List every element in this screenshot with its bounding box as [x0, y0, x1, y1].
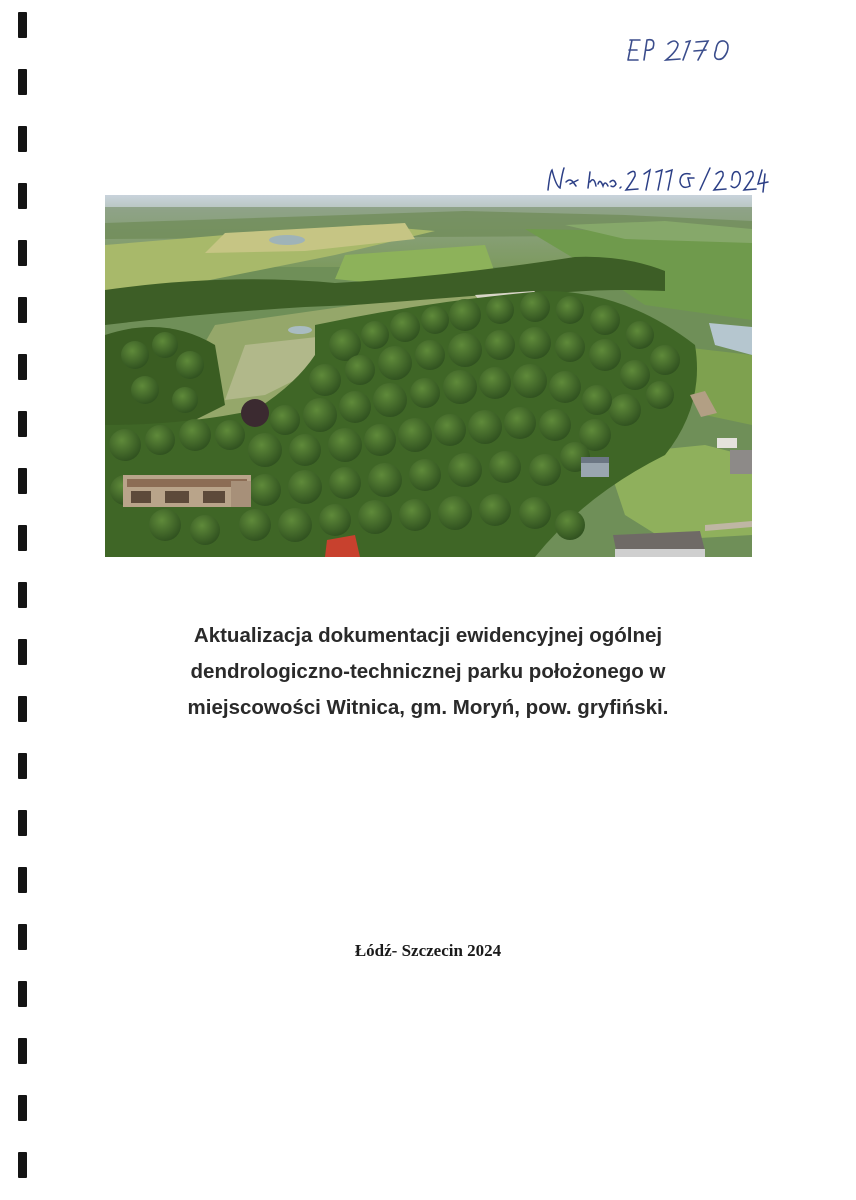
handwritten-note-top [620, 30, 750, 70]
binding-hole [18, 12, 27, 38]
binding-hole [18, 753, 27, 779]
binding-hole [18, 810, 27, 836]
binding-hole [18, 1152, 27, 1178]
binding-holes [18, 0, 32, 1200]
binding-hole [18, 183, 27, 209]
binding-hole [18, 582, 27, 608]
aerial-park-photo [105, 195, 752, 557]
binding-hole [18, 411, 27, 437]
binding-hole [18, 981, 27, 1007]
handwritten-note-inventory [540, 160, 770, 200]
binding-hole [18, 468, 27, 494]
place-and-date: Łódź- Szczecin 2024 [354, 941, 502, 960]
document-title [100, 618, 756, 726]
binding-hole [18, 924, 27, 950]
handwriting-ep-icon [620, 30, 750, 70]
binding-hole [18, 297, 27, 323]
binding-hole [18, 867, 27, 893]
title-line-3: miejscowości Witnica, gm. Moryń, pow. gryfiński. [187, 696, 669, 719]
binding-hole [18, 69, 27, 95]
handwriting-inventory-icon [540, 160, 770, 200]
binding-hole [18, 354, 27, 380]
title-line-2: dendrologiczno-technicznej parku położonego w [190, 660, 666, 683]
title-line-1: Aktualizacja dokumentacji ewidencyjnej ogólnej [193, 624, 663, 647]
binding-hole [18, 696, 27, 722]
binding-hole [18, 240, 27, 266]
aerial-photo-icon [105, 195, 752, 557]
binding-hole [18, 639, 27, 665]
binding-hole [18, 1038, 27, 1064]
binding-hole [18, 126, 27, 152]
binding-hole [18, 1095, 27, 1121]
binding-hole [18, 525, 27, 551]
